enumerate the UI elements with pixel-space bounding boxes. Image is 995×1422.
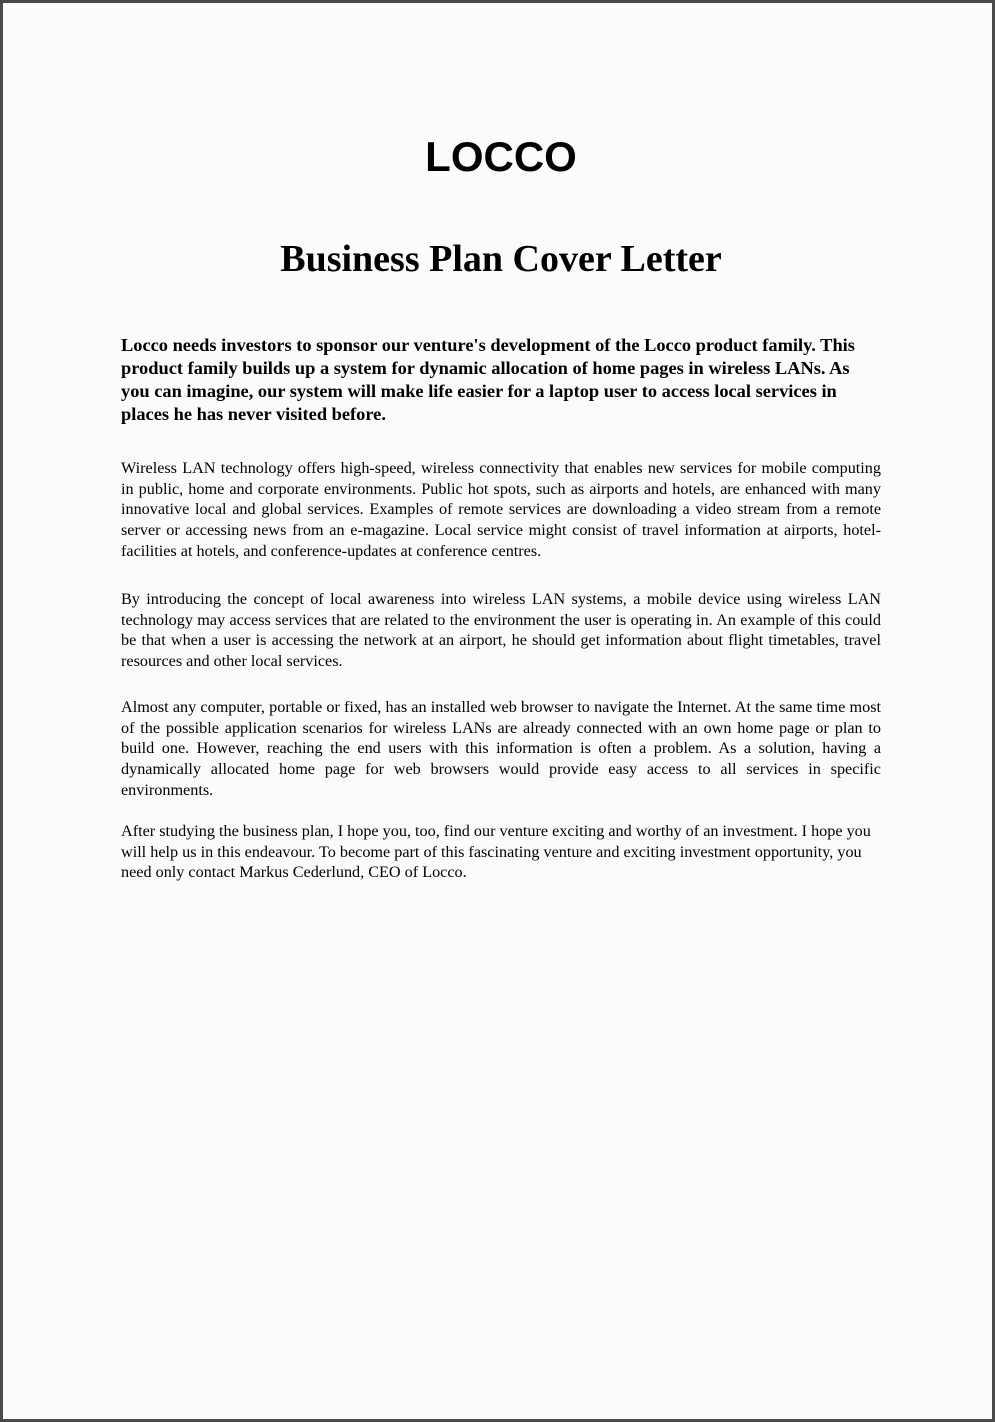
company-name: LOCCO bbox=[425, 133, 577, 180]
body-paragraph-web-browser: Almost any computer, portable or fixed, has an installed web browser to navigate the Internet. At the same time most of the possible application scenarios for wireless LANs are already connected with an own home page or plan to build one. However, reaching the end users with this information is often a problem. As a solution, having a dynamically allocated home page for web browsers would provide easy access to all services in specific environments. bbox=[121, 698, 881, 799]
lead-paragraph: Locco needs investors to sponsor our venture's development of the Locco product family. This product family builds up a system for dynamic allocation of home pages in wireless LANs. As you can imagine, our system will make life easier for a laptop user to access local services in places he has never visited before. bbox=[121, 335, 855, 424]
closing-paragraph: After studying the business plan, I hope you, too, find our venture exciting and worthy of an investment. I hope you will help us in this endeavour. To become part of this fascinating venture and exciting investment opportunity, you need only contact Markus Cederlund, CEO of Locco. bbox=[121, 822, 871, 882]
document-title: Business Plan Cover Letter bbox=[280, 238, 722, 280]
body-paragraph-local-awareness: By introducing the concept of local awareness into wireless LAN systems, a mobile device using wireless LAN technology may access services that are related to the environment the user is operating in. An example of this could be that when a user is accessing the network at an airport, he should get information about flight timetables, travel resources and other local services. bbox=[121, 590, 881, 671]
body-paragraph-wireless-lan: Wireless LAN technology offers high-speed, wireless connectivity that enables new services for mobile computing in public, home and corporate environments. Public hot spots, such as airports and hotels, are enhanced with many innovative local and global services. Examples of remote services are downloading a video stream from a remote server or accessing news from an e-magazine. Local service might consist of travel information at airports, hotel-facilities at hotels, and conference-updates at conference centres. bbox=[121, 459, 881, 560]
